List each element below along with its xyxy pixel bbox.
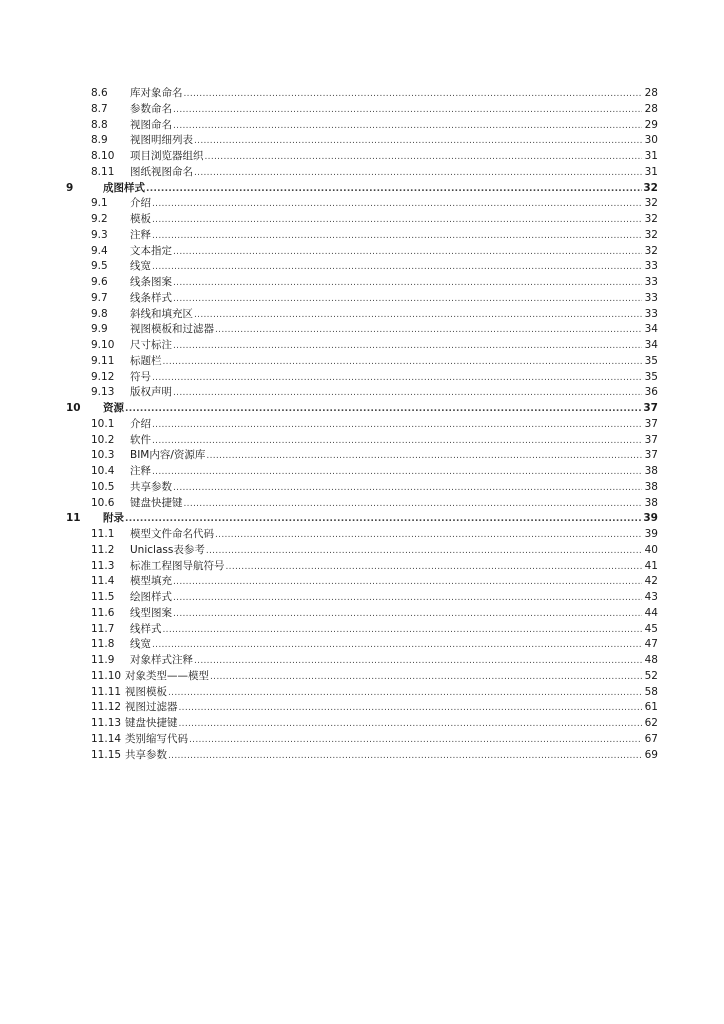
toc-page-number: 33 xyxy=(644,260,658,273)
toc-dot-leader xyxy=(194,308,642,324)
toc-page-number: 69 xyxy=(644,748,658,761)
toc-entry-title-line xyxy=(130,244,642,261)
toc-chapter-entry[interactable] xyxy=(0,511,724,527)
toc-entry-number: 8.7 xyxy=(91,102,108,115)
toc-section-entry[interactable] xyxy=(0,574,724,590)
toc-entry-number: 11.13 xyxy=(91,717,122,729)
toc-entry-title: 视图模板和过滤器 xyxy=(130,323,214,336)
toc-entry-number: 11.3 xyxy=(91,559,115,572)
toc-section-entry[interactable] xyxy=(0,291,724,307)
toc-section-entry[interactable] xyxy=(0,307,724,323)
toc-entry-number: 8.9 xyxy=(91,134,108,147)
toc-section-entry[interactable] xyxy=(0,590,724,606)
toc-entry-title: 对象样式注释 xyxy=(130,654,193,666)
toc-entry-title: 附录 xyxy=(103,512,124,525)
table-of-contents xyxy=(0,86,724,763)
toc-dot-leader xyxy=(152,371,642,387)
toc-dot-leader xyxy=(146,182,642,198)
toc-dot-leader xyxy=(179,701,643,717)
toc-page-number: 37 xyxy=(644,433,658,446)
toc-entry-number: 8.8 xyxy=(91,118,108,131)
toc-dot-leader xyxy=(173,591,642,607)
toc-page-number: 28 xyxy=(644,102,658,115)
toc-entry-title-line xyxy=(130,637,642,654)
toc-entry-number: 11.7 xyxy=(91,622,115,635)
toc-entry-number: 10.5 xyxy=(91,480,115,493)
toc-entry-title: 模型填充 xyxy=(130,575,172,588)
toc-dot-leader xyxy=(205,150,643,166)
toc-entry-title-line xyxy=(130,118,642,135)
toc-entry-number: 9.3 xyxy=(91,228,108,241)
toc-entry-title-line xyxy=(130,370,642,387)
toc-entry-number: 11.6 xyxy=(91,606,115,619)
toc-page-number: 61 xyxy=(644,701,658,714)
toc-page-number: 37 xyxy=(643,402,658,414)
toc-entry-title-line xyxy=(130,307,642,324)
toc-dot-leader xyxy=(184,87,643,103)
toc-section-entry[interactable] xyxy=(0,385,724,401)
toc-entry-title: 斜线和填充区 xyxy=(130,307,193,320)
toc-entry-title: 介绍 xyxy=(130,417,151,430)
toc-entry-title: 共享参数 xyxy=(130,480,172,493)
toc-dot-leader xyxy=(152,197,642,213)
toc-entry-title-line xyxy=(103,401,642,418)
toc-entry-title: 线型图案 xyxy=(130,606,172,619)
toc-entry-title: 线宽 xyxy=(130,638,151,651)
toc-page-number: 43 xyxy=(644,591,658,603)
toc-section-entry[interactable] xyxy=(0,275,724,291)
toc-section-entry[interactable] xyxy=(0,685,724,701)
toc-section-entry[interactable] xyxy=(0,370,724,386)
toc-dot-leader xyxy=(152,418,642,434)
toc-entry-title-line xyxy=(130,149,642,166)
toc-entry-number: 10.4 xyxy=(91,465,115,477)
toc-page-number: 35 xyxy=(644,370,658,383)
toc-dot-leader xyxy=(152,229,642,245)
toc-entry-number: 10.2 xyxy=(91,433,115,446)
toc-dot-leader xyxy=(173,339,642,355)
toc-entry-title: 项目浏览器组织 xyxy=(130,150,204,162)
toc-dot-leader xyxy=(210,670,642,686)
toc-entry-title-line xyxy=(130,464,642,481)
toc-dot-leader xyxy=(168,749,642,765)
toc-dot-leader xyxy=(125,402,642,418)
toc-dot-leader xyxy=(206,544,642,560)
toc-page-number: 34 xyxy=(644,339,658,351)
toc-entry-title: 成图样式 xyxy=(103,181,145,194)
toc-section-entry[interactable] xyxy=(0,496,724,512)
toc-entry-number: 8.10 xyxy=(91,150,115,162)
toc-entry-title: 共享参数 xyxy=(125,748,167,761)
toc-entry-title: 绘图样式 xyxy=(130,591,172,603)
toc-page-number: 35 xyxy=(644,354,658,367)
toc-entry-title-line xyxy=(125,716,642,733)
toc-page-number: 34 xyxy=(644,323,658,336)
toc-entry-title-line xyxy=(130,385,642,402)
toc-entry-title: 介绍 xyxy=(130,197,151,210)
toc-page-number: 58 xyxy=(644,685,658,698)
toc-dot-leader xyxy=(215,528,642,544)
toc-entry-number: 11.10 xyxy=(91,669,122,682)
toc-entry-title: 软件 xyxy=(130,433,151,446)
toc-entry-number: 8.6 xyxy=(91,87,108,99)
toc-page-number: 37 xyxy=(644,417,658,430)
toc-entry-number: 9.2 xyxy=(91,213,108,225)
toc-dot-leader xyxy=(215,323,642,339)
toc-page-number: 48 xyxy=(644,654,658,666)
toc-page-number: 52 xyxy=(644,669,658,682)
toc-page-number: 39 xyxy=(644,528,658,540)
toc-section-entry[interactable] xyxy=(0,196,724,212)
toc-entry-title: 文本指定 xyxy=(130,244,172,257)
toc-entry-title-line xyxy=(130,259,642,276)
toc-dot-leader xyxy=(184,497,643,513)
toc-page-number: 32 xyxy=(644,228,658,241)
toc-dot-leader xyxy=(173,481,642,497)
toc-entry-title: 线条样式 xyxy=(130,291,172,304)
toc-dot-leader xyxy=(173,607,642,623)
toc-dot-leader xyxy=(152,465,642,481)
toc-section-entry[interactable] xyxy=(0,716,724,732)
toc-page-number: 40 xyxy=(644,543,658,556)
toc-entry-number: 10.6 xyxy=(91,496,115,509)
toc-page-number: 31 xyxy=(644,150,658,162)
toc-entry-title-line xyxy=(125,669,642,686)
toc-page-number: 33 xyxy=(644,291,658,304)
toc-section-entry[interactable] xyxy=(0,433,724,449)
toc-entry-number: 9.13 xyxy=(91,386,115,399)
toc-section-entry[interactable] xyxy=(0,338,724,354)
toc-entry-title: 尺寸标注 xyxy=(130,339,172,351)
toc-entry-title-line xyxy=(130,496,642,513)
toc-entry-title-line xyxy=(130,574,642,591)
toc-entry-number: 11.11 xyxy=(91,685,122,698)
toc-entry-title-line xyxy=(130,212,642,229)
toc-entry-number: 11.4 xyxy=(91,575,115,588)
toc-page-number: 29 xyxy=(644,118,658,131)
toc-entry-title: 注释 xyxy=(130,228,151,241)
toc-dot-leader xyxy=(226,560,643,576)
toc-page-number: 41 xyxy=(644,559,658,572)
toc-page-number: 38 xyxy=(644,480,658,493)
toc-entry-title-line xyxy=(130,228,642,245)
toc-chapter-entry[interactable] xyxy=(0,401,724,417)
toc-page-number: 47 xyxy=(644,638,658,651)
toc-entry-title-line xyxy=(130,338,642,355)
toc-entry-number: 9 xyxy=(66,181,74,194)
toc-dot-leader xyxy=(173,292,642,308)
toc-page-number: 28 xyxy=(644,87,658,99)
toc-entry-title: 线样式 xyxy=(130,622,162,635)
toc-dot-leader xyxy=(173,119,642,135)
toc-entry-title-line xyxy=(130,480,642,497)
toc-dot-leader xyxy=(173,386,642,402)
toc-section-entry[interactable] xyxy=(0,653,724,669)
toc-section-entry[interactable] xyxy=(0,527,724,543)
toc-page-number: 62 xyxy=(644,717,658,729)
toc-entry-number: 9.11 xyxy=(91,354,115,367)
toc-entry-number: 11.9 xyxy=(91,654,115,666)
toc-entry-number: 9.4 xyxy=(91,244,108,257)
toc-page-number: 39 xyxy=(643,512,658,525)
toc-dot-leader xyxy=(152,638,642,654)
toc-page-number: 31 xyxy=(644,165,658,178)
toc-entry-number: 9.10 xyxy=(91,339,115,351)
toc-dot-leader xyxy=(173,575,642,591)
toc-entry-title: 视图命名 xyxy=(130,118,172,131)
toc-entry-number: 9.5 xyxy=(91,260,108,273)
toc-section-entry[interactable] xyxy=(0,637,724,653)
toc-section-entry[interactable] xyxy=(0,244,724,260)
toc-entry-number: 10 xyxy=(66,402,81,414)
toc-section-entry[interactable] xyxy=(0,559,724,575)
toc-section-entry[interactable] xyxy=(0,669,724,685)
toc-entry-number: 10.1 xyxy=(91,417,115,430)
toc-page-number: 45 xyxy=(644,622,658,635)
toc-entry-title: 版权声明 xyxy=(130,386,172,399)
toc-entry-title: 标题栏 xyxy=(130,354,162,367)
toc-dot-leader xyxy=(152,260,642,276)
toc-section-entry[interactable] xyxy=(0,732,724,748)
toc-section-entry[interactable] xyxy=(0,748,724,764)
toc-section-entry[interactable] xyxy=(0,606,724,622)
toc-entry-title: 模板 xyxy=(130,213,151,225)
toc-section-entry[interactable] xyxy=(0,259,724,275)
toc-entry-title-line xyxy=(130,165,642,182)
toc-entry-number: 11.5 xyxy=(91,591,115,603)
toc-entry-title: 符号 xyxy=(130,370,151,383)
toc-entry-number: 11.1 xyxy=(91,528,115,540)
toc-page-number: 38 xyxy=(644,496,658,509)
toc-entry-title: BIM内容/资源库 xyxy=(130,449,206,462)
toc-entry-title: 键盘快捷键 xyxy=(130,496,183,509)
toc-entry-title: 键盘快捷键 xyxy=(125,717,178,729)
toc-entry-title: 库对象命名 xyxy=(130,87,183,99)
toc-entry-title: 视图明细列表 xyxy=(130,134,193,147)
toc-entry-title: 模型文件命名代码 xyxy=(130,528,214,540)
toc-entry-number: 8.11 xyxy=(91,165,115,178)
toc-entry-title-line xyxy=(125,685,642,702)
toc-entry-title-line xyxy=(130,354,642,371)
toc-entry-title-line xyxy=(103,511,642,528)
toc-page-number: 42 xyxy=(644,575,658,588)
toc-section-entry[interactable] xyxy=(0,622,724,638)
toc-entry-title: 参数命名 xyxy=(130,102,172,115)
toc-entry-number: 11 xyxy=(66,512,81,525)
toc-section-entry[interactable] xyxy=(0,212,724,228)
toc-section-entry[interactable] xyxy=(0,322,724,338)
toc-entry-title: 标准工程图导航符号 xyxy=(130,559,225,572)
toc-page-number: 37 xyxy=(644,449,658,462)
toc-dot-leader xyxy=(173,245,642,261)
toc-entry-title-line xyxy=(130,653,642,670)
toc-entry-title-line xyxy=(130,291,642,308)
toc-dot-leader xyxy=(194,134,642,150)
toc-dot-leader xyxy=(173,276,642,292)
toc-page-number: 32 xyxy=(644,213,658,225)
toc-entry-number: 9.7 xyxy=(91,291,108,304)
toc-dot-leader xyxy=(125,512,642,528)
toc-entry-title-line xyxy=(130,448,642,465)
toc-entry-title: 视图过滤器 xyxy=(125,701,178,714)
toc-entry-number: 9.6 xyxy=(91,276,108,288)
toc-entry-number: 11.14 xyxy=(91,732,122,745)
toc-entry-title-line xyxy=(130,86,642,103)
toc-page-number: 32 xyxy=(644,197,658,210)
toc-entry-number: 9.9 xyxy=(91,323,108,336)
toc-entry-title-line xyxy=(103,181,642,198)
toc-section-entry[interactable] xyxy=(0,133,724,149)
toc-section-entry[interactable] xyxy=(0,700,724,716)
toc-section-entry[interactable] xyxy=(0,149,724,165)
toc-entry-number: 9.1 xyxy=(91,197,108,210)
toc-entry-title: 图纸视图命名 xyxy=(130,165,193,178)
toc-chapter-entry[interactable] xyxy=(0,181,724,197)
toc-dot-leader xyxy=(173,103,642,119)
toc-entry-number: 11.2 xyxy=(91,543,115,556)
toc-page-number: 33 xyxy=(644,307,658,320)
toc-entry-title-line xyxy=(130,433,642,450)
toc-entry-title-line xyxy=(130,606,642,623)
toc-section-entry[interactable] xyxy=(0,354,724,370)
toc-section-entry[interactable] xyxy=(0,417,724,433)
toc-entry-title-line xyxy=(130,102,642,119)
toc-dot-leader xyxy=(189,733,642,749)
toc-dot-leader xyxy=(163,623,643,639)
toc-dot-leader xyxy=(194,166,642,182)
toc-entry-title-line xyxy=(125,748,642,765)
toc-entry-number: 9.12 xyxy=(91,370,115,383)
toc-section-entry[interactable] xyxy=(0,543,724,559)
toc-entry-title-line xyxy=(130,417,642,434)
toc-page-number: 67 xyxy=(644,732,658,745)
toc-dot-leader xyxy=(206,449,642,465)
toc-page-number: 32 xyxy=(643,181,658,194)
toc-entry-number: 11.8 xyxy=(91,638,115,651)
toc-dot-leader xyxy=(152,213,642,229)
toc-section-entry[interactable] xyxy=(0,86,724,102)
toc-page-number: 36 xyxy=(644,386,658,399)
toc-entry-number: 10.3 xyxy=(91,449,115,462)
toc-entry-title: 视图模板 xyxy=(125,685,167,698)
toc-dot-leader xyxy=(152,434,642,450)
toc-section-entry[interactable] xyxy=(0,480,724,496)
toc-entry-title-line xyxy=(130,133,642,150)
toc-entry-title-line xyxy=(130,196,642,213)
toc-entry-number: 11.12 xyxy=(91,701,122,714)
toc-dot-leader xyxy=(163,355,643,371)
toc-entry-title-line xyxy=(130,590,642,607)
toc-entry-title-line xyxy=(130,322,642,339)
toc-entry-title-line xyxy=(130,275,642,292)
toc-section-entry[interactable] xyxy=(0,165,724,181)
toc-entry-title-line xyxy=(130,527,642,544)
toc-entry-title: 线宽 xyxy=(130,260,151,273)
toc-section-entry[interactable] xyxy=(0,102,724,118)
toc-dot-leader xyxy=(168,686,642,702)
toc-entry-title-line xyxy=(125,732,642,749)
toc-page-number: 33 xyxy=(644,276,658,288)
toc-page-number: 44 xyxy=(644,606,658,619)
toc-entry-title: 线条图案 xyxy=(130,276,172,288)
toc-section-entry[interactable] xyxy=(0,228,724,244)
toc-entry-number: 11.15 xyxy=(91,748,122,761)
toc-page-number: 38 xyxy=(644,465,658,477)
toc-entry-title: 资源 xyxy=(103,402,124,414)
toc-section-entry[interactable] xyxy=(0,448,724,464)
toc-section-entry[interactable] xyxy=(0,118,724,134)
toc-section-entry[interactable] xyxy=(0,464,724,480)
toc-dot-leader xyxy=(194,654,642,670)
toc-entry-title-line xyxy=(130,559,642,576)
toc-entry-title: Uniclass表参考 xyxy=(130,543,205,556)
toc-entry-title-line xyxy=(125,700,642,717)
toc-entry-title: 对象类型——模型 xyxy=(125,669,209,682)
toc-entry-title-line xyxy=(130,543,642,560)
toc-page-number: 30 xyxy=(644,134,658,147)
toc-entry-title-line xyxy=(130,622,642,639)
toc-entry-number: 9.8 xyxy=(91,307,108,320)
toc-dot-leader xyxy=(179,717,643,733)
toc-entry-title: 注释 xyxy=(130,465,151,477)
toc-page-number: 32 xyxy=(644,244,658,257)
toc-entry-title: 类别缩写代码 xyxy=(125,732,188,745)
